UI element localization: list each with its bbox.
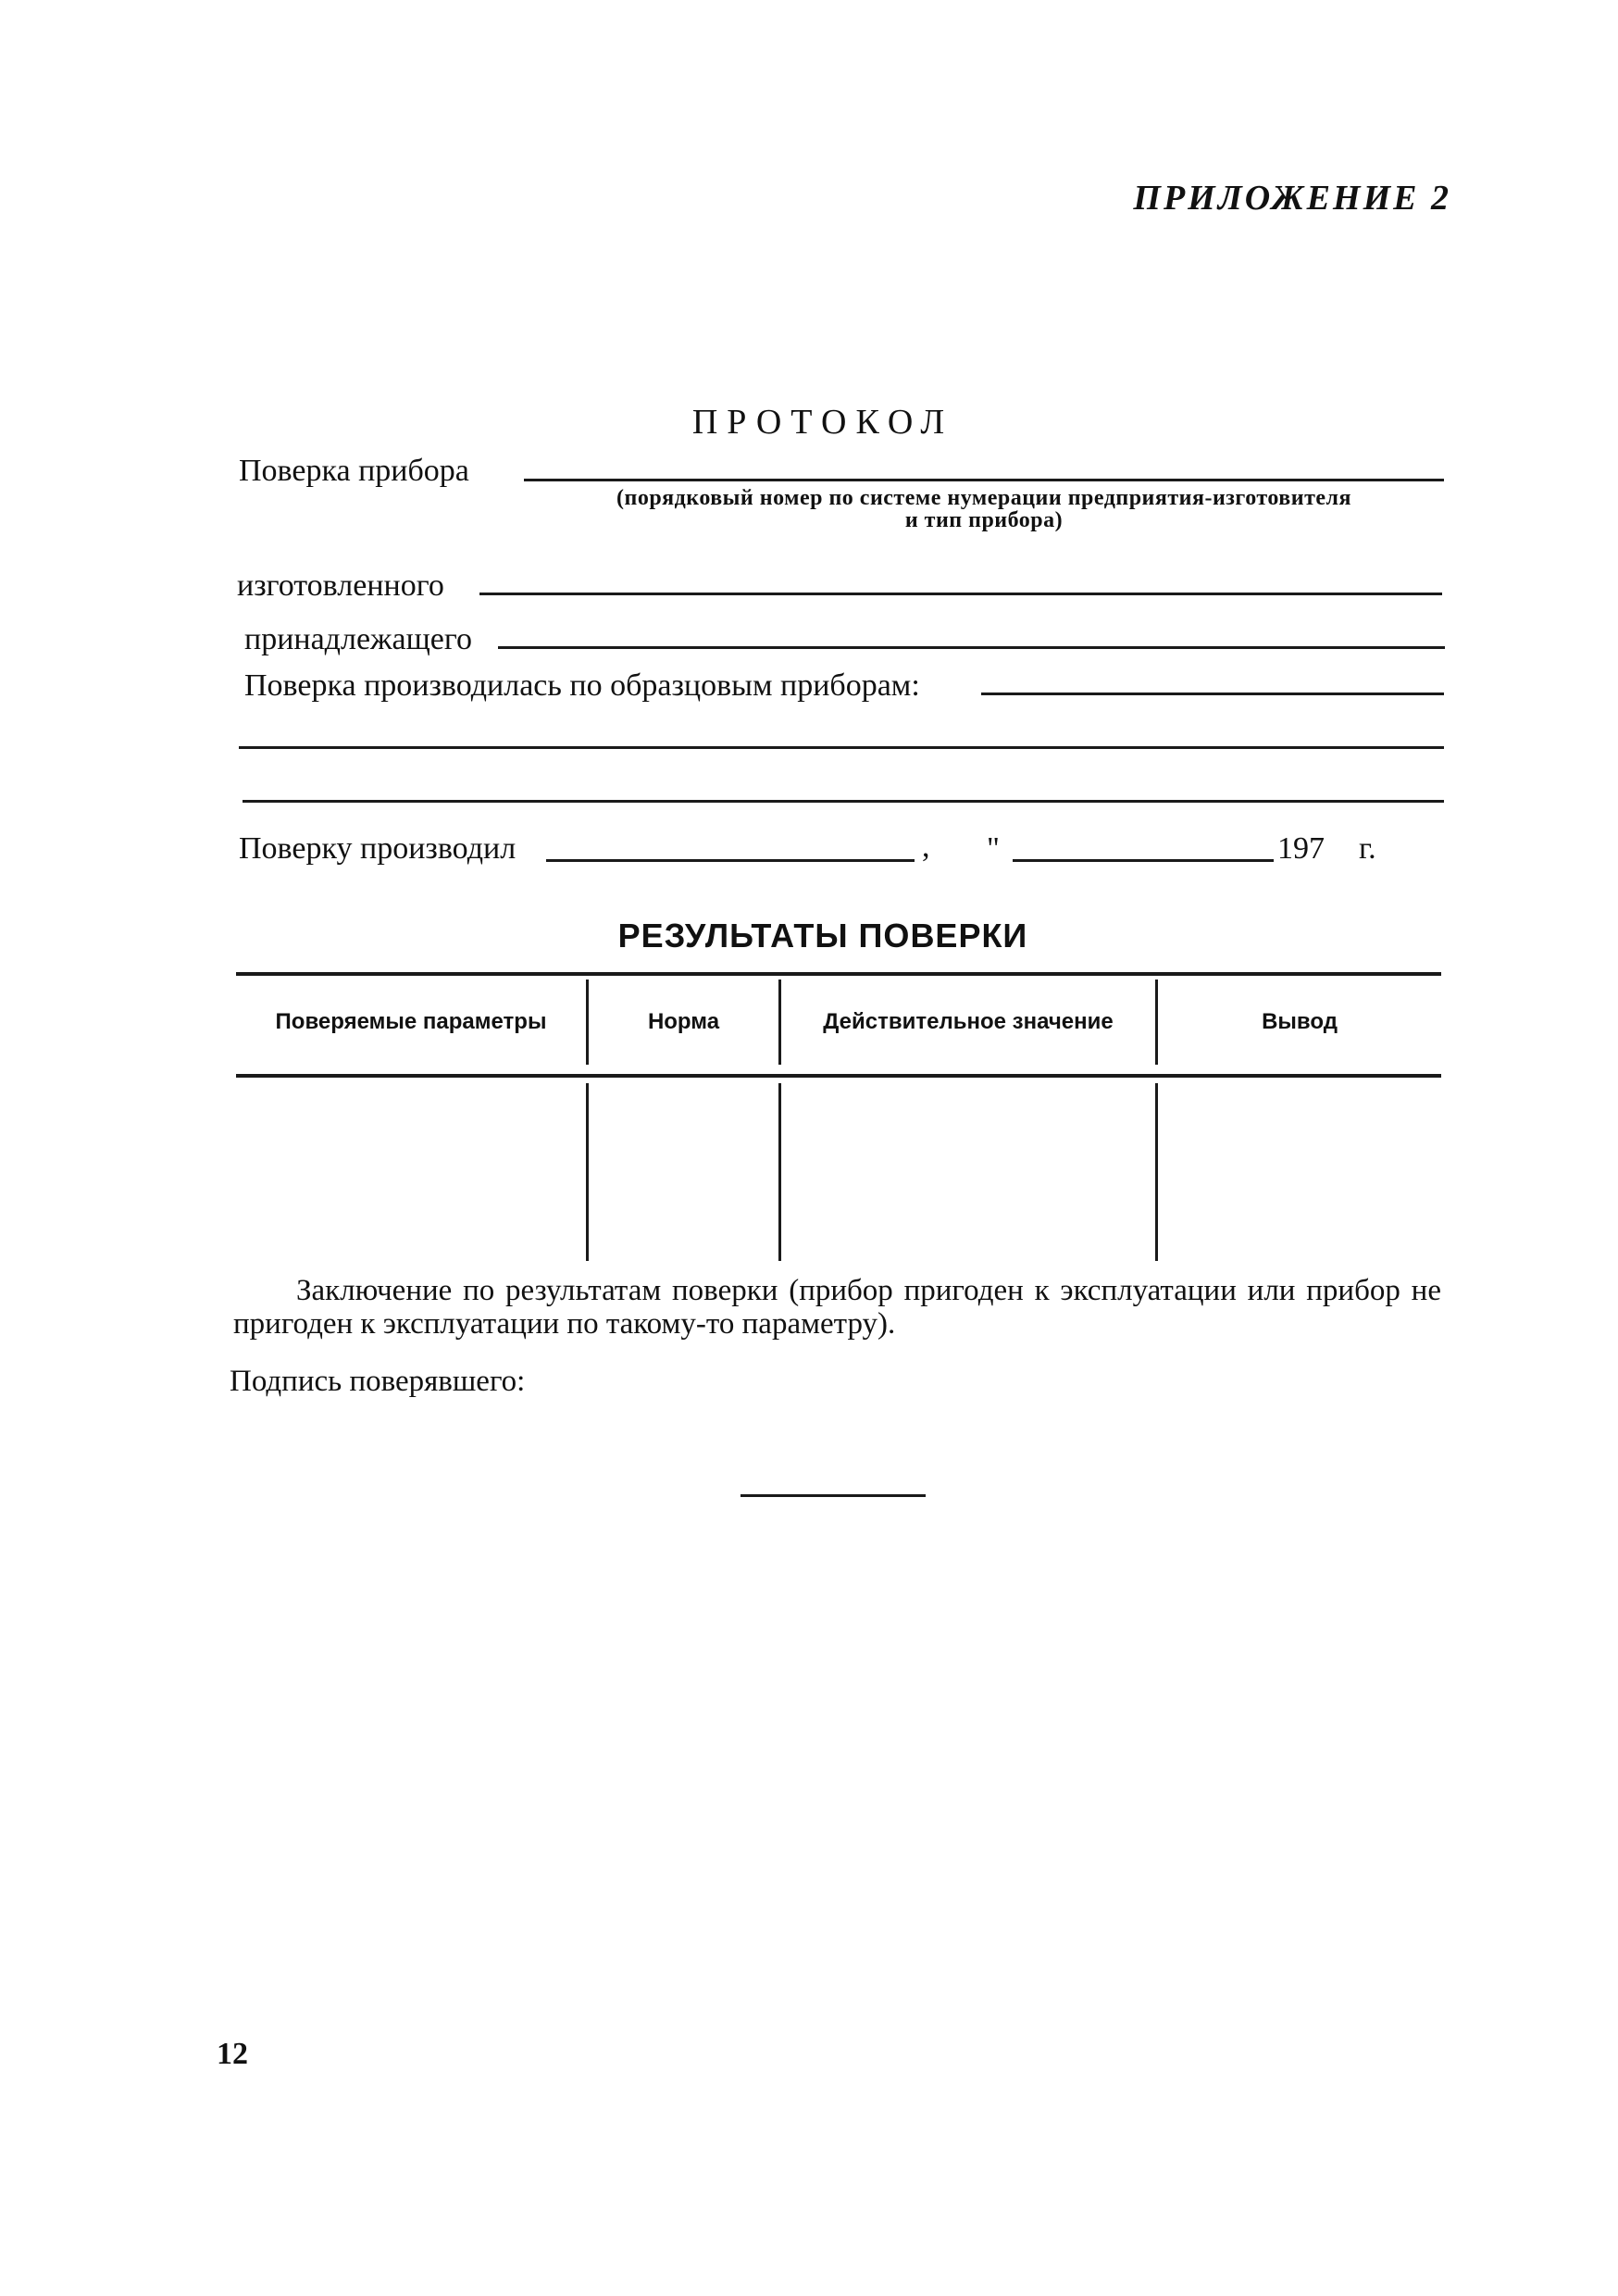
standards-label: Поверка производилась по образцовым приборам: <box>244 668 920 703</box>
table-top-rule <box>236 972 1441 976</box>
verification-line[interactable] <box>524 479 1444 481</box>
page-number: 12 <box>217 2037 248 2071</box>
standards-line-2[interactable] <box>239 746 1444 749</box>
body-divider-3 <box>1155 1083 1158 1261</box>
results-title: РЕЗУЛЬТАТЫ ПОВЕРКИ <box>617 917 1028 955</box>
appendix-label: ПРИЛОЖЕНИЕ 2 <box>1133 179 1451 218</box>
belonging-line[interactable] <box>498 646 1445 649</box>
manufactured-line[interactable] <box>479 593 1442 595</box>
body-divider-1 <box>586 1083 589 1261</box>
document-title: ПРОТОКОЛ <box>691 403 954 442</box>
column-header-conclusion: Вывод <box>1262 1009 1338 1034</box>
conclusion-text: Заключение по результатам поверки (прибор пригоден к эксплуатации или прибор не пригоден к эксплуатации по такому-то параметру). <box>233 1274 1441 1341</box>
manufactured-label: изготовленного <box>237 568 444 603</box>
column-header-parameters: Поверяемые параметры <box>275 1009 547 1034</box>
signature-label: Подпись поверявшего: <box>230 1365 526 1398</box>
body-divider-2 <box>778 1083 781 1261</box>
belonging-label: принадлежащего <box>244 622 472 656</box>
column-header-norm: Норма <box>647 1009 720 1034</box>
standards-line-3[interactable] <box>243 800 1444 803</box>
column-header-actual-value: Действительное значение <box>823 1009 1114 1034</box>
date-line[interactable] <box>1013 859 1274 862</box>
verification-note-line2: и тип прибора) <box>904 508 1064 532</box>
standards-line[interactable] <box>981 693 1444 695</box>
comma: , <box>922 830 930 864</box>
verification-label: Поверка прибора <box>239 454 469 488</box>
verification-note-line1: (порядковый номер по системе нумерации предприятия-изготовителя <box>616 486 1351 510</box>
year-prefix: 197 <box>1277 831 1325 866</box>
year-suffix: г. <box>1359 831 1376 866</box>
signature-line[interactable] <box>741 1494 926 1497</box>
table-header-rule <box>236 1074 1441 1078</box>
performed-by-label: Поверку производил <box>239 831 517 866</box>
date-quote: " <box>987 831 1000 866</box>
performed-by-line[interactable] <box>546 859 915 862</box>
